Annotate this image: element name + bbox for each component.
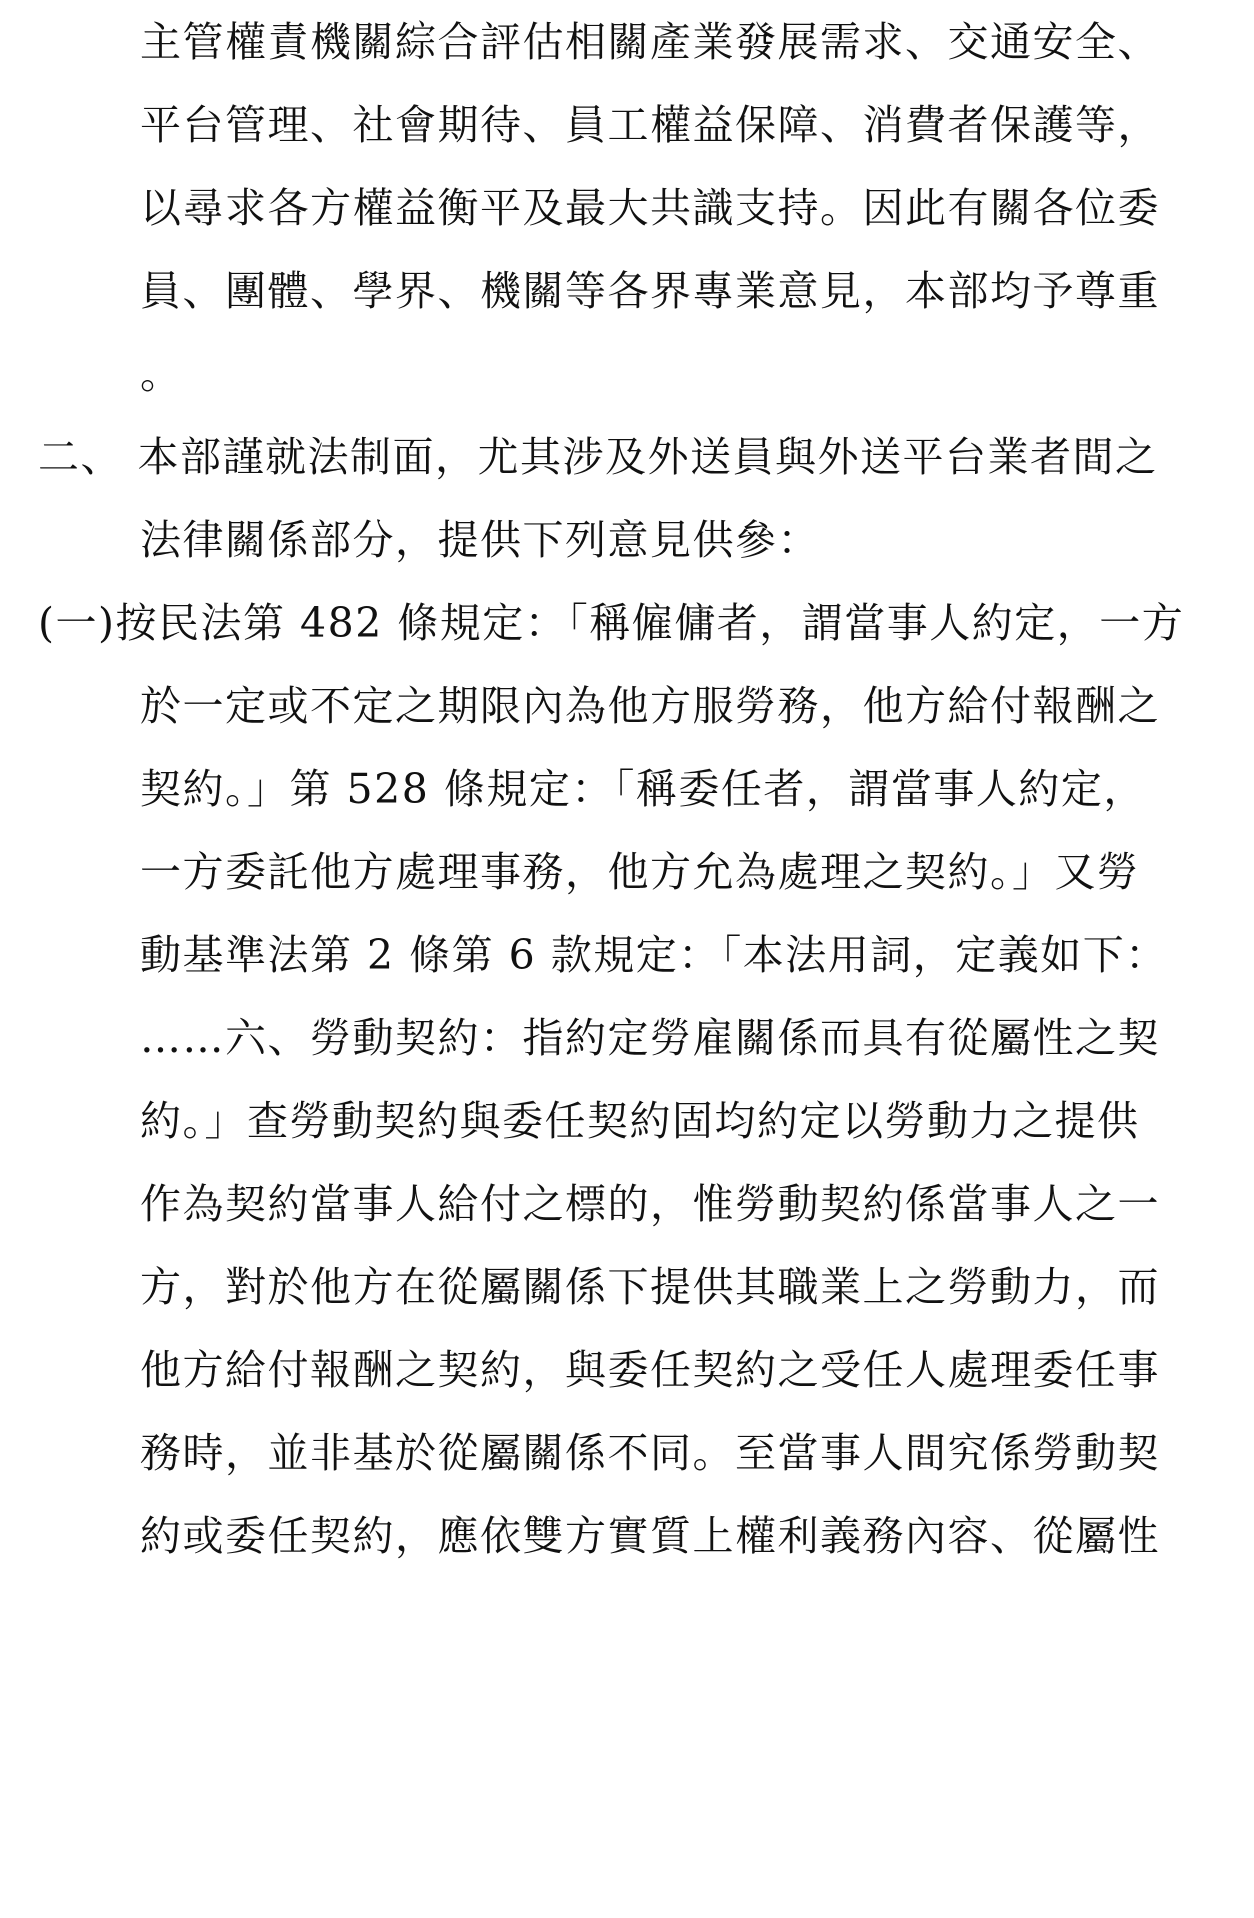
text-line-12: 動基準法第 2 條第 6 款規定：「本法用詞，定義如下： [140,931,1168,979]
text-line-16: 方，對於他方在從屬關係下提供其職業上之勞動力，而 [140,1263,1160,1311]
text-line-3: 以尋求各方權益衡平及最大共識支持。因此有關各位委 [140,184,1160,232]
text-line-7: 法律關係部分，提供下列意見供參： [140,516,820,564]
text-line-2: 平台管理、社會期待、員工權益保障、消費者保護等， [140,101,1160,149]
text-line-9: 於一定或不定之期限內為他方服勞務，他方給付報酬之 [140,682,1160,730]
text-line-14: 約。」查勞動契約與委任契約固均約定以勞動力之提供 [140,1097,1140,1145]
text-line-13: ……六、勞動契約：指約定勞雇關係而具有從屬性之契 [140,1014,1160,1062]
text-line-4: 員、團體、學界、機關等各界專業意見，本部均予尊重 [140,267,1160,315]
subsection-heading-1: (一)按民法第 482 條規定：「稱僱傭者，謂當事人約定，一方 [38,599,1185,647]
text-line-1: 主管權責機關綜合評估相關產業發展需求、交通安全、 [140,18,1160,66]
text-line-19: 約或委任契約，應依雙方實質上權利義務內容、從屬性 [140,1512,1160,1560]
text-line-11: 一方委託他方處理事務，他方允為處理之契約。」又勞 [140,848,1140,896]
text-line-17: 他方給付報酬之契約，與委任契約之受任人處理委任事 [140,1346,1160,1394]
text-line-15: 作為契約當事人給付之標的，惟勞動契約係當事人之一 [140,1180,1160,1228]
text-line-5: 。 [140,350,183,398]
text-line-10: 契約。」第 528 條規定：「稱委任者，謂當事人約定， [140,765,1146,813]
text-line-18: 務時，並非基於從屬關係不同。至當事人間究係勞動契 [140,1429,1160,1477]
section-heading-2: 二、 本部謹就法制面，尤其涉及外送員與外送平台業者間之 [38,433,1158,481]
